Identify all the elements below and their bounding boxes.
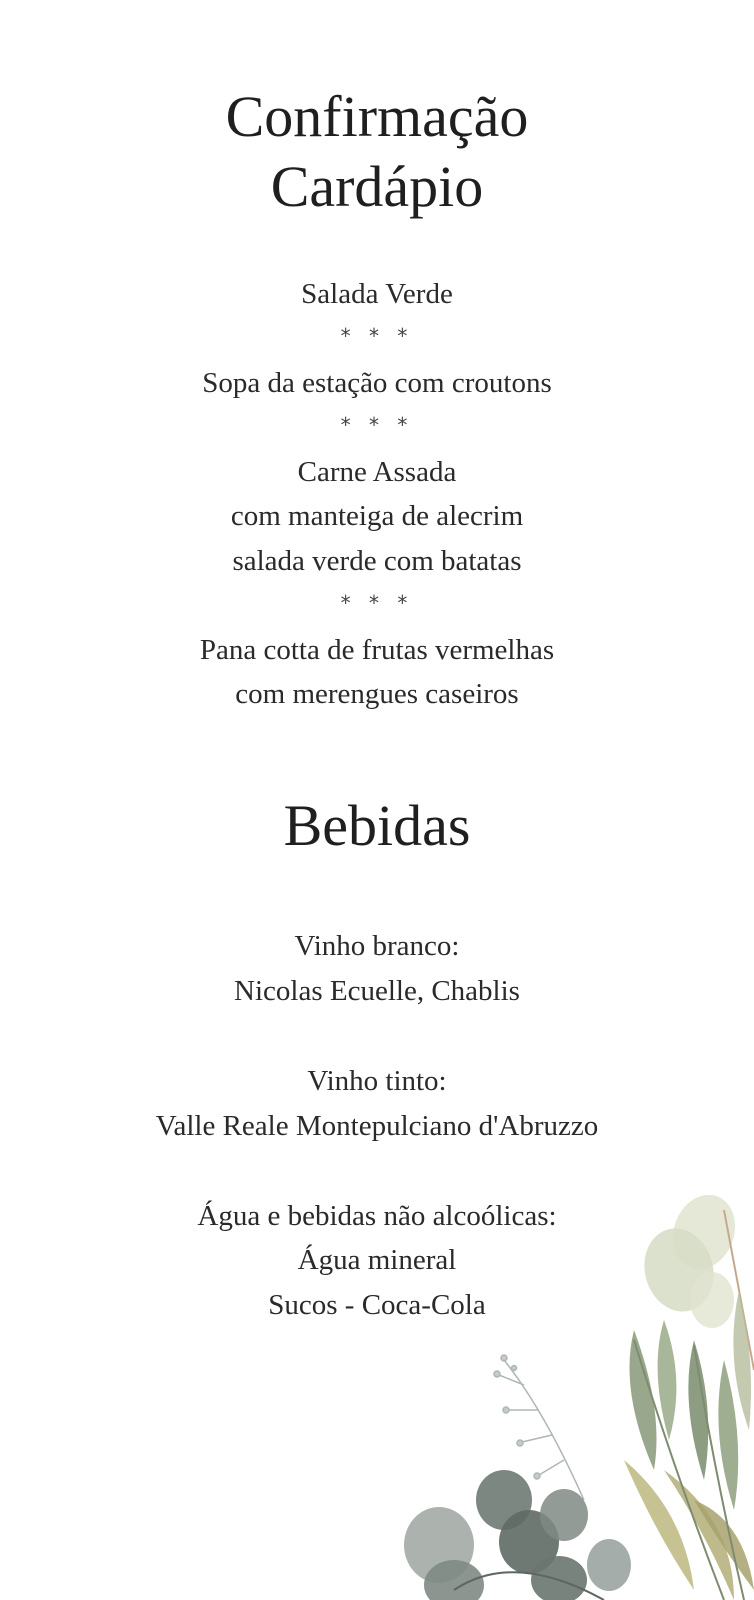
separator: * * * <box>340 591 414 615</box>
red-wine-label: Vinho tinto: <box>307 1065 447 1097</box>
separator: * * * <box>340 324 414 348</box>
separator: * * * <box>340 413 414 437</box>
soft-drinks-juices: Sucos - Coca-Cola <box>268 1289 486 1321</box>
soft-drinks-label: Água e bebidas não alcoólicas: <box>197 1200 557 1232</box>
menu-item-main-side: salada verde com batatas <box>232 545 522 577</box>
white-wine-label: Vinho branco: <box>294 930 460 962</box>
menu-item-soup: Sopa da estação com croutons <box>202 367 552 399</box>
white-wine-value: Nicolas Ecuelle, Chablis <box>234 975 520 1007</box>
red-wine-value: Valle Reale Montepulciano d'Abruzzo <box>155 1110 599 1142</box>
menu-title <box>0 82 754 222</box>
drinks-title: Bebidas <box>283 793 471 858</box>
menu-title-line-1: Confirmação <box>225 84 529 149</box>
eucalyptus-leaves-icon <box>394 1170 754 1600</box>
menu-title-line-2: Cardápio <box>270 154 484 219</box>
soft-drinks-water: Água mineral <box>297 1244 457 1276</box>
menu-item-dessert: Pana cotta de frutas vermelhas <box>199 634 555 666</box>
menu-item-dessert-detail: com merengues caseiros <box>235 678 519 710</box>
menu-item-main: Carne Assada <box>297 456 457 488</box>
menu-item-salad: Salada Verde <box>301 278 453 310</box>
menu-item-main-detail: com manteiga de alecrim <box>230 500 524 532</box>
